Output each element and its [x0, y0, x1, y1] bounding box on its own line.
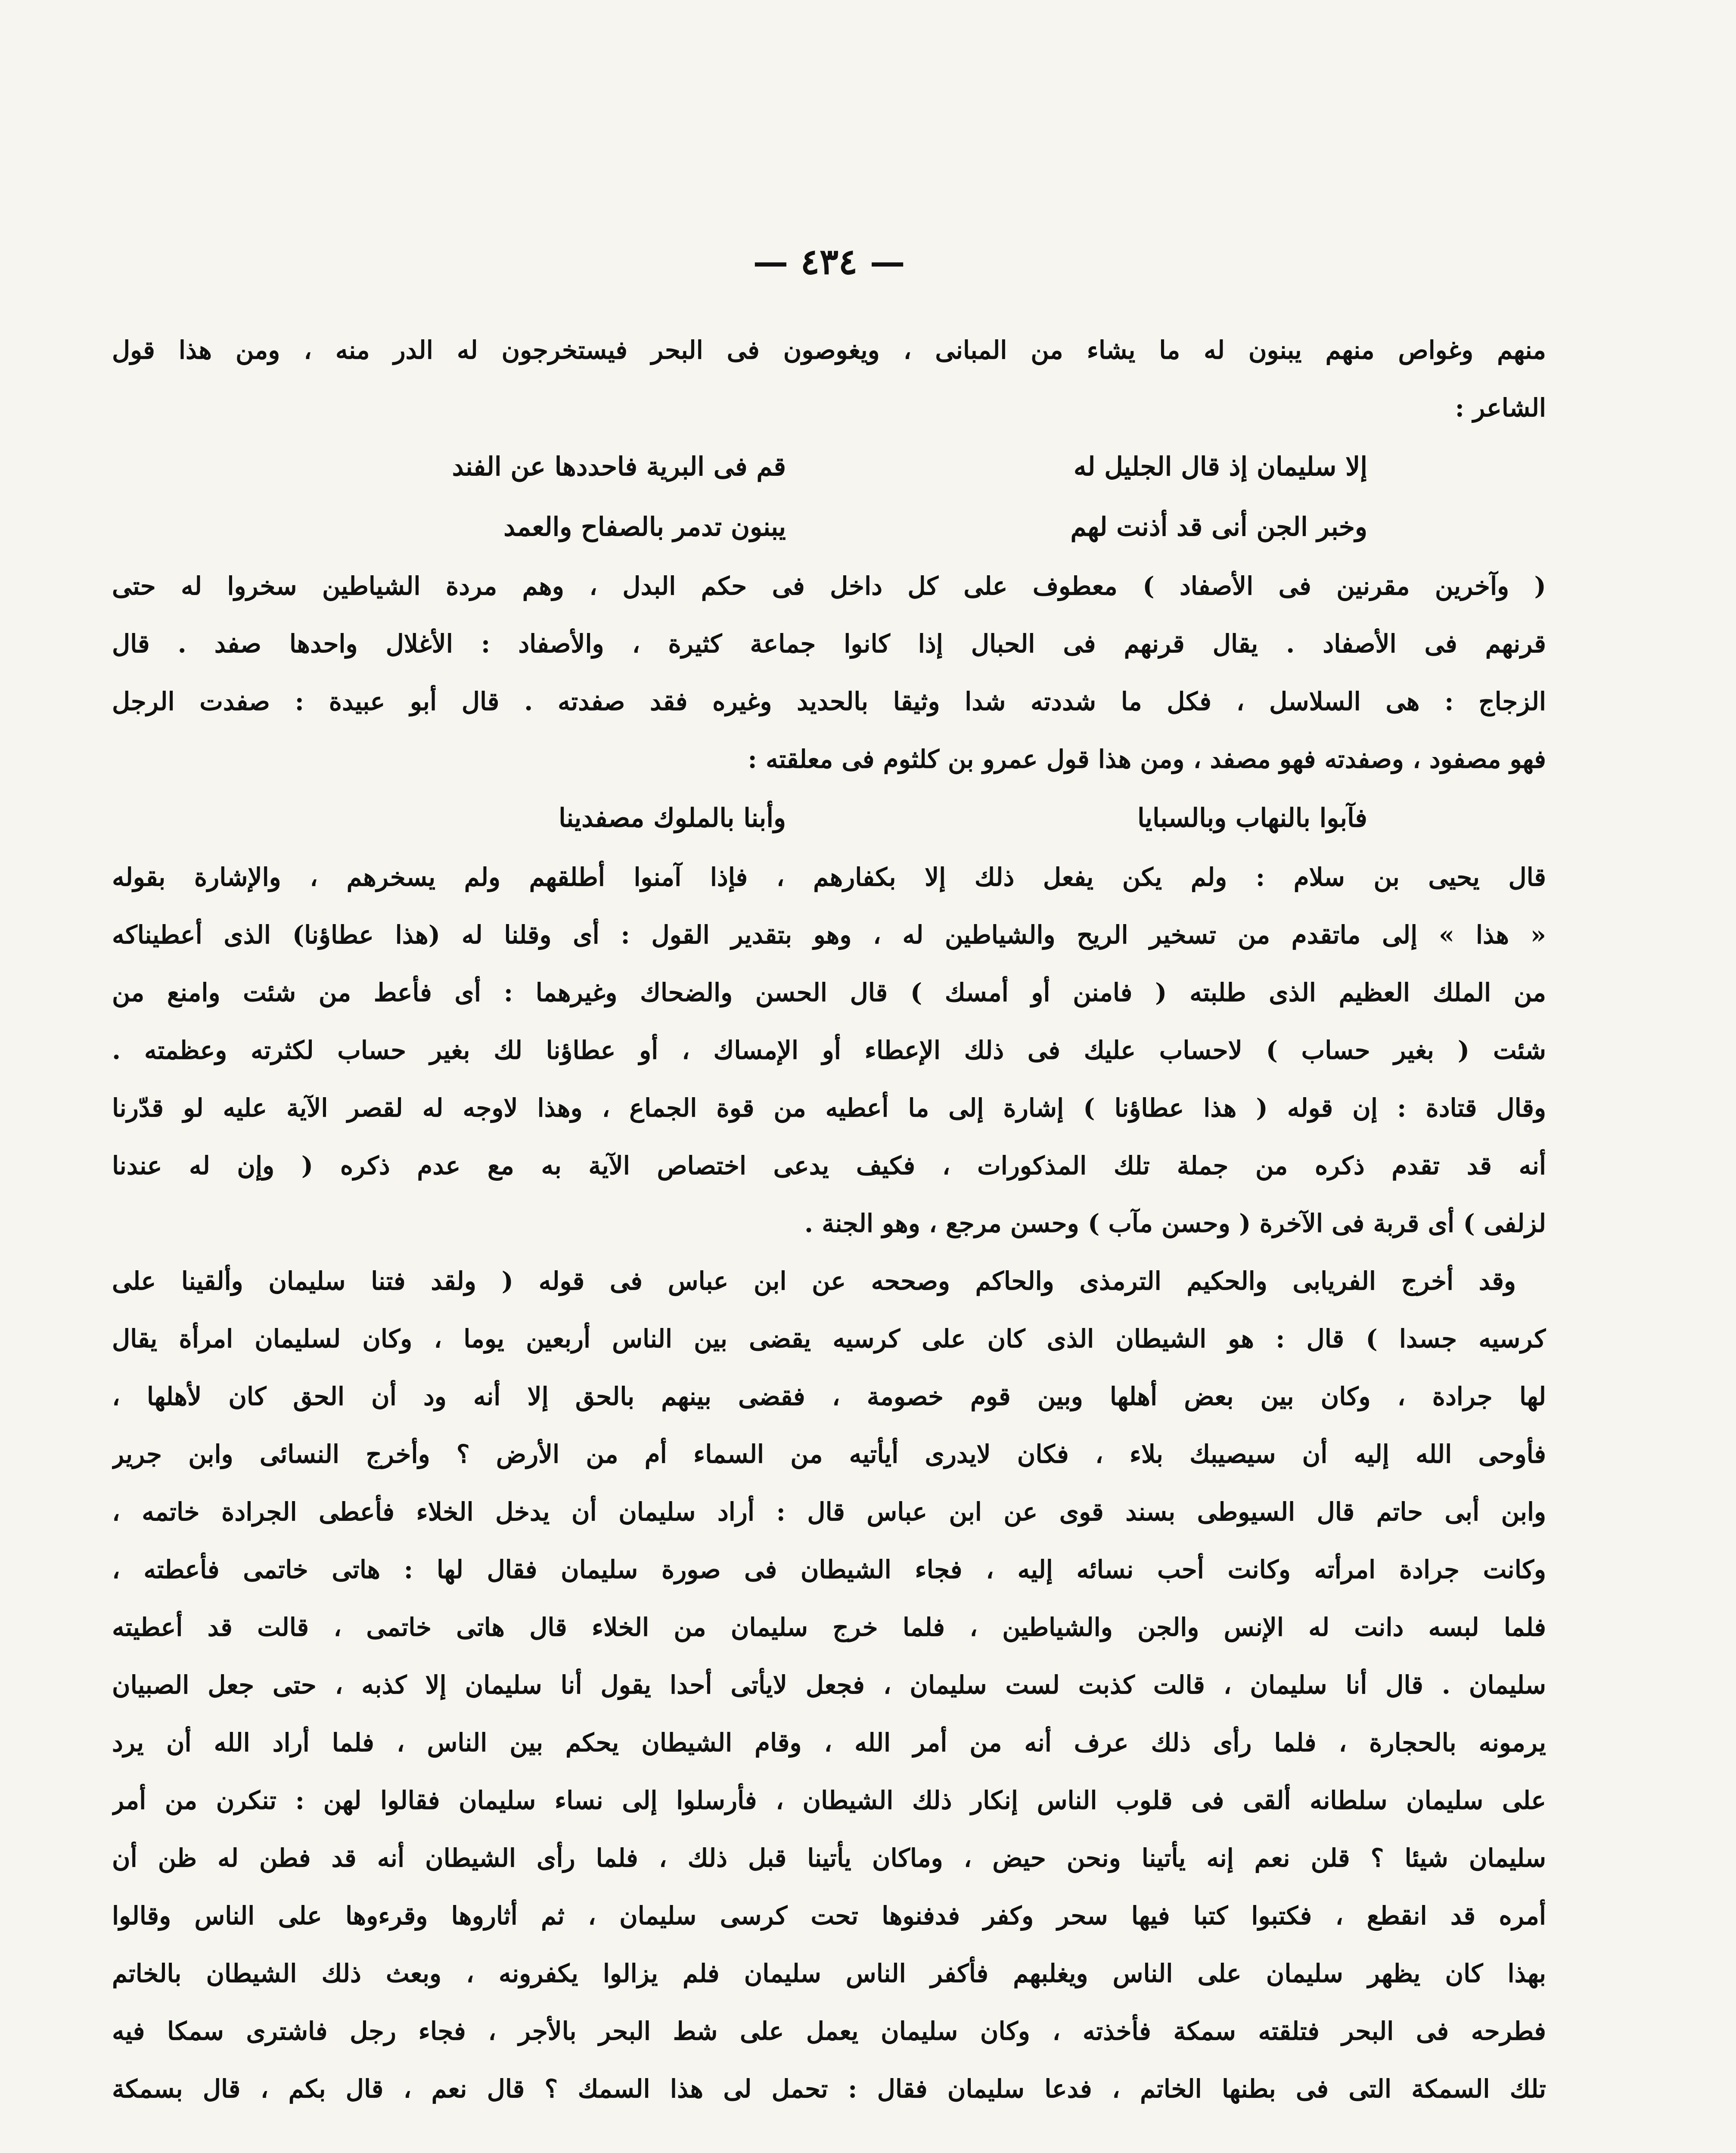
verse-hemistich: قم فى البرية فاحددها عن الفند: [452, 452, 786, 482]
book-page: [112, 241, 1546, 2118]
text-line: الزجاج : هى السلاسل ، فكل ما شددته شدا وثيقا بالحديد وغيره فقد صفدته . قال أبو عبيدة : صفدت الرجل: [112, 687, 1546, 716]
text-line: فأوحى الله إليه أن سيصيبك بلاء ، فكان لايدرى أيأتيه من السماء أم من الأرض ؟ وأخرج النسائى وابن جرير: [112, 1439, 1546, 1469]
text-line: منهم وغواص منهم يبنون له ما يشاء من المبانى ، ويغوصون فى البحر فيستخرجون له الدر منه ، ومن هذا قول: [112, 335, 1546, 365]
text-line: الشاعر :: [1455, 393, 1546, 422]
verse-hemistich: يبنون تدمر بالصفاح والعمد: [503, 512, 786, 542]
text-line: لها جرادة ، وكان بين بعض أهلها وبين قوم خصومة ، فقضى بينهم بالحق إلا أنه ود أن الحق كان لأهلها ،: [112, 1382, 1546, 1411]
text-line: وابن أبى حاتم قال السيوطى بسند قوى عن ابن عباس قال : أراد سليمان أن يدخل الخلاء فأعطى الجرادة خاتمه ،: [112, 1497, 1546, 1526]
verse-hemistich: وأبنا بالملوك مصفدينا: [559, 803, 786, 833]
page-number: — ٤٣٤ —: [753, 241, 905, 282]
text-line: بهذا كان يظهر سليمان على الناس ويغلبهم فأكفر الناس سليمان فلم يزالوا يكفرونه ، وبعث ذلك الشيطان بالخاتم: [112, 1959, 1546, 1988]
text-line: وقد أخرج الفريابى والحكيم الترمذى والحاكم وصححه عن ابن عباس فى قوله ( ولقد فتنا سليمان وألقينا على: [112, 1266, 1516, 1296]
verse-hemistich: فآبوا بالنهاب وبالسبايا: [1137, 803, 1367, 833]
text-line: قرنهم فى الأصفاد . يقال قرنهم فى الحبال إذا كانوا جماعة كثيرة ، والأصفاد : الأغلال واحدها صفد . قال: [112, 629, 1546, 658]
text-line: تلك السمكة التى فى بطنها الخاتم ، فدعا سليمان فقال : تحمل لى هذا السمك ؟ قال نعم ، قال بكم ، قال بسمكة: [112, 2074, 1546, 2103]
text-line: أنه قد تقدم ذكره من جملة تلك المذكورات ، فكيف يدعى اختصاص الآية به مع عدم ذكره ( وإن له عندنا: [112, 1151, 1546, 1180]
poem-verse: [112, 437, 1546, 497]
verse-hemistich: وخبر الجن أنى قد أذنت لهم: [1070, 512, 1367, 542]
text-line: قال يحيى بن سلام : ولم يكن يفعل ذلك إلا بكفارهم ، فإذا آمنوا أطلقهم ولم يسخرهم ، والإشارة بقوله: [112, 862, 1546, 892]
text-line: من الملك العظيم الذى طلبته ( فامنن أو أمسك ) قال الحسن والضحاك وغيرهما : أى فأعط من شئت وامنع من: [112, 978, 1546, 1007]
text-line: لزلفى ) أى قربة فى الآخرة ( وحسن مآب ) وحسن مرجع ، وهو الجنة .: [804, 1209, 1546, 1238]
verse-hemistich: إلا سليمان إذ قال الجليل له: [1073, 452, 1367, 482]
poem-verse: [112, 788, 1546, 848]
text-line: ( وآخرين مقرنين فى الأصفاد ) معطوف على كل داخل فى حكم البدل ، وهم مردة الشياطين سخروا له حتى: [112, 571, 1546, 601]
text-line: فطرحه فى البحر فتلقته سمكة فأخذته ، وكان سليمان يعمل على شط البحر بالأجر ، فجاء رجل فاشترى سمكا فيه: [112, 2016, 1546, 2046]
text-line: سليمان شيئا ؟ قلن نعم إنه يأتينا ونحن حيض ، وماكان يأتينا قبل ذلك ، فلما رأى الشيطان أنه قد فطن له ظن أن: [112, 1843, 1546, 1873]
poem-verse: [112, 497, 1546, 557]
text-line: على سليمان سلطانه ألقى فى قلوب الناس إنكار ذلك الشيطان ، فأرسلوا إلى نساء سليمان فقالوا لهن : تنكرن من أمر: [112, 1786, 1546, 1815]
text-line: « هذا » إلى ماتقدم من تسخير الريح والشياطين له ، وهو بتقدير القول : أى وقلنا له (هذا عطاؤنا) الذى أعطيناكه: [112, 920, 1546, 949]
text-line: فهو مصفود ، وصفدته فهو مصفد ، ومن هذا قول عمرو بن كلثوم فى معلقته :: [748, 745, 1546, 774]
text-line: يرمونه بالحجارة ، فلما رأى ذلك عرف أنه من أمر الله ، وقام الشيطان يحكم بين الناس ، فلما أراد الله أن يرد: [112, 1728, 1546, 1757]
text-line: سليمان . قال أنا سليمان ، قالت كذبت لست سليمان ، فجعل لايأتى أحدا يقول أنا سليمان إلا كذبه ، حتى جعل الصبيان: [112, 1670, 1546, 1700]
text-line: فلما لبسه دانت له الإنس والجن والشياطين ، فلما خرج سليمان من الخلاء قال هاتى خاتمى ، قالت قد أعطيته: [112, 1613, 1546, 1642]
text-line: وكانت جرادة امرأته وكانت أحب نسائه إليه ، فجاء الشيطان فى صورة سليمان فقال لها : هاتى خاتمى فأعطته ،: [112, 1555, 1546, 1584]
text-line: كرسيه جسدا ) قال : هو الشيطان الذى كان على كرسيه يقضى بين الناس أربعين يوما ، وكان لسليمان امرأة يقال: [112, 1324, 1546, 1353]
text-line: وقال قتادة : إن قوله ( هذا عطاؤنا ) إشارة إلى ما أعطيه من قوة الجماع ، وهذا لاوجه له لقصر الآية عليه لو قدّرنا: [112, 1093, 1546, 1123]
text-line: أمره قد انقطع ، فكتبوا كتبا فيها سحر وكفر فدفنوها تحت كرسى سليمان ، ثم أثاروها وقرءوها على الناس وقالوا: [112, 1901, 1546, 1930]
text-line: شئت ( بغير حساب ) لاحساب عليك فى ذلك الإعطاء أو الإمساك ، أو عطاؤنا لك بغير حساب لكثرته وعظمته .: [112, 1036, 1546, 1065]
